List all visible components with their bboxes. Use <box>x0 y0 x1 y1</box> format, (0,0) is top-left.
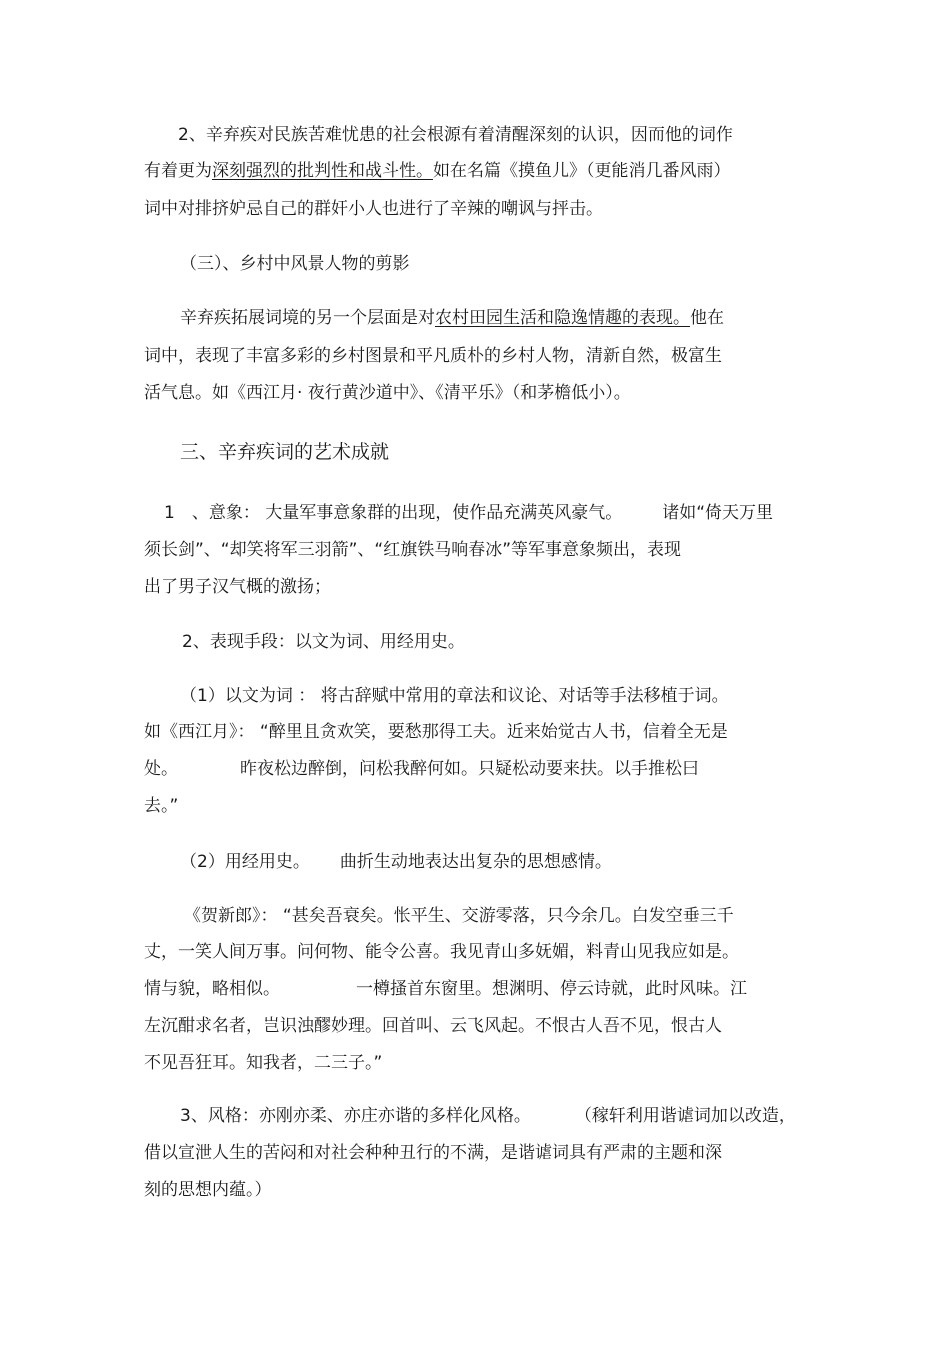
para-wen-line-3 <box>144 758 699 780</box>
para-jing-text: （2）用经用史。 <box>180 852 310 872</box>
para-imagery-line-3: 出了男子汉气概的激扬； <box>144 577 331 597</box>
para-rural-text: 他在 <box>690 308 724 328</box>
subheading-technique: 2、表现手段：以文为词、用经用史。 <box>182 632 465 652</box>
para-critique-line-3: 词中对排挤妒忌自己的群奸小人也进行了辛辣的嘲讽与抨击。 <box>144 199 603 219</box>
para-hexinlang-text: 情与貌，略相似。 <box>144 979 280 999</box>
para-wen-line-2: 如《西江月》： “醉里且贪欢笑，要愁那得工夫。近来始觉古人书，信着全无是 <box>144 722 728 742</box>
para-hexinlang-line-3 <box>144 978 747 1000</box>
section-heading-art: 三、辛弃疾词的艺术成就 <box>180 441 390 463</box>
para-hexinlang-line-2: 丈，一笑人间万事。问何物、能令公喜。我见青山多妩媚，料青山见我应如是。 <box>144 942 739 962</box>
para-imagery-line-2: 须长剑”、“却笑将军三羽箭”、“红旗铁马响春冰”等军事意象频出，表现 <box>144 540 682 560</box>
para-wen-text: 昨夜松边醉倒，问松我醉何如。只疑松动要来扶。以手推松曰 <box>240 759 699 779</box>
para-style-line-1 <box>180 1105 796 1127</box>
para-hexinlang-line-4: 左沉酣求名者，岂识浊醪妙理。回首叫、云飞风起。不恨古人吾不见，恨古人 <box>144 1016 722 1036</box>
para-hexinlang-line-5: 不见吾狂耳。知我者，二三子。” <box>144 1053 383 1073</box>
para-style-text: 3、风格：亦刚亦柔、亦庄亦谐的多样化风格。 <box>180 1106 531 1126</box>
underlined-phrase-critique: 深刻强烈的批判性和战斗性。 <box>212 161 433 181</box>
para-jing-line-1 <box>180 851 612 873</box>
para-hexinlang-text: 一樽搔首东窗里。想渊明、停云诗就，此时风味。江 <box>356 979 747 999</box>
para-imagery-line-1 <box>164 502 773 524</box>
underlined-phrase-rural: 农村田园生活和隐逸情趣的表现。 <box>435 308 690 328</box>
para-wen-text: 处。 <box>144 759 178 779</box>
para-wen-line-1: （1）以文为词 ： 将古辞赋中常用的章法和议论、对话等手法移植于词。 <box>180 686 729 706</box>
para-jing-text: 曲折生动地表达出复杂的思想感情。 <box>339 852 612 872</box>
para-rural-line-3: 活气息。如《西江月· 夜行黄沙道中》、《清平乐》（和茅檐低小）。 <box>144 383 631 403</box>
para-wen-line-4: 去。” <box>144 796 179 816</box>
para-hexinlang-line-1: 《贺新郎》： “甚矣吾衰矣。怅平生、交游零落，只今余几。白发空垂三千 <box>184 906 734 926</box>
para-rural-line-2: 词中，表现了丰富多彩的乡村图景和平凡质朴的乡村人物，清新自然，极富生 <box>144 346 722 366</box>
para-imagery-text: 诸如“倚天万里 <box>662 503 774 523</box>
para-style-line-2: 借以宣泄人生的苦闷和对社会种种丑行的不满，是谐谑词具有严肃的主题和深 <box>144 1143 722 1163</box>
subsection-heading-rural: （三）、乡村中风景人物的剪影 <box>180 254 410 274</box>
para-style-line-3: 刻的思想内蕴。） <box>144 1180 272 1200</box>
para-critique-text: 如在名篇《摸鱼儿》（更能消几番风雨） <box>433 161 731 181</box>
para-style-text: （稼轩利用谐谑词加以改造， <box>574 1106 796 1126</box>
para-critique-text: 有着更为 <box>144 161 212 181</box>
para-critique-line-1: 2、辛弃疾对民族苦难忧患的社会根源有着清醒深刻的认识，因而他的词作 <box>178 125 733 145</box>
para-rural-line-1 <box>180 307 724 329</box>
para-rural-text: 辛弃疾拓展词境的另一个层面是对 <box>180 308 435 328</box>
para-critique-line-2 <box>144 160 731 182</box>
para-imagery-text: 1 、意象： 大量军事意象群的出现，使作品充满英风豪气。 <box>164 503 623 523</box>
